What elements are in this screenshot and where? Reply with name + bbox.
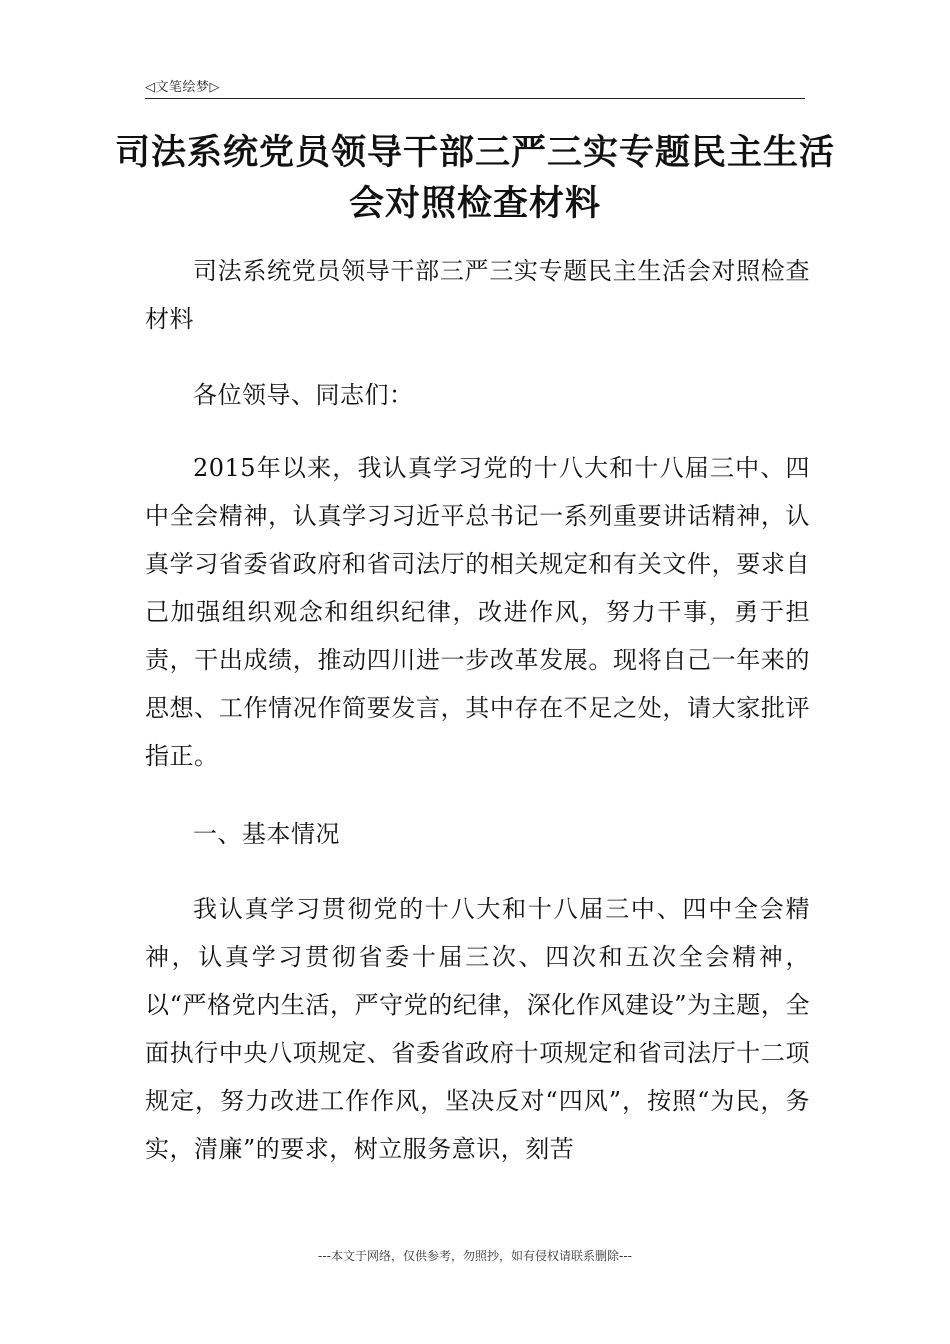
header-brand: ◁文笔绘梦▷ bbox=[145, 80, 220, 95]
paragraph-subtitle: 司法系统党员领导干部三严三实专题民主生活会对照检查材料 bbox=[145, 257, 810, 333]
paragraph-greeting: 各位领导、同志们： bbox=[193, 381, 414, 409]
paragraph-intro: 2015年以来，我认真学习党的十八大和十八届三中、四中全会精神，认真学习习近平总书记一系列重要讲话精神，认真学习省委省政府和省司法厅的相关规定和有关文件，要求自己加强组织观念和组织纪律，改进作风，努力干事，勇于担责，干出成绩，推动四川进一步改革发展。现将自己一年来的思想、工作情况作简要发言，其中存在不足之处，请大家批评指正。 bbox=[145, 454, 810, 770]
section-heading: 一、基本情况 bbox=[193, 820, 340, 848]
page-header bbox=[145, 72, 805, 99]
paragraph-body: 我认真学习贯彻党的十八大和十八届三中、四中全会精神，认真学习贯彻省委十届三次、四次和五次全会精神，以“严格党内生活，严守党的纪律，深化作风建设”为主题，全面执行中央八项规定、省委省政府十项规定和省司法厅十二项规定，努力改进工作作风，坚决反对“四风”，按照“为民，务实，清廉”的要求，树立服务意识，刻苦 bbox=[145, 895, 810, 1163]
document-title: 司法系统党员领导干部三严三实专题民主生活会对照检查材料 bbox=[114, 133, 835, 224]
page-footer: ---本文于网络，仅供参考，勿照抄，如有侵权请联系删除--- bbox=[318, 1249, 632, 1263]
